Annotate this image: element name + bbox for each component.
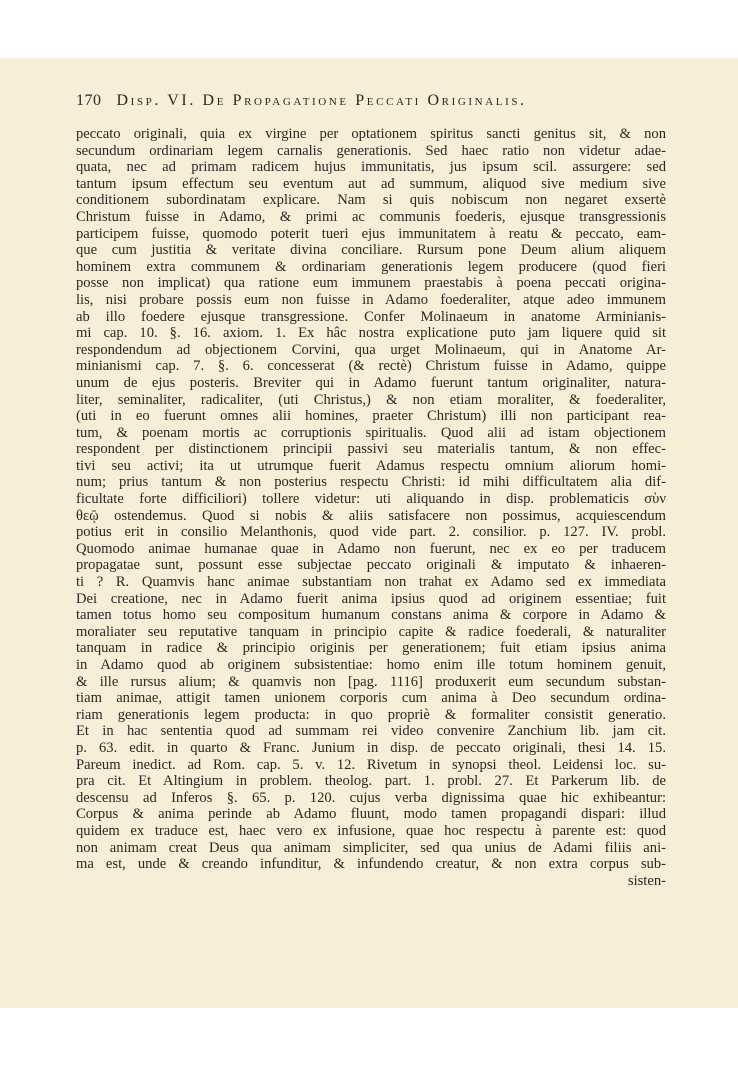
text-line: tivi seu activi; ita ut utrumque fuerit Adamus respectu omnium aliorum homi-: [76, 457, 666, 474]
text-line: pra cit. Et Altingium in problem. theolog. part. 1. probl. 27. Et Parkerum lib. de: [76, 773, 666, 790]
text-line: Corpus & anima perinde ab Adamo fluunt, modo tamen propagandi dispari: illud: [76, 806, 666, 823]
text-line: tanquam in radice & principio originis per generationem; fuit etiam ipsius anima: [76, 640, 666, 657]
text-line: non animam creat Deus qua animam simpliciter, sed qua unius de Adami filiis ani-: [76, 839, 666, 856]
text-line: ficultate forte difficiliori) tollere videtur: uti aliquando in disp. problematicis σὺν: [76, 491, 666, 508]
text-line: riam generationis legem producta: in quo propriè & formaliter consistit generatio.: [76, 706, 666, 723]
text-line: tum, & poenam mortis ac corruptionis spiritualis. Quod alii ad istam objectionem: [76, 424, 666, 441]
text-line: posse non implicat) qua ratione eum immunem praestabis à poena peccati origina-: [76, 275, 666, 292]
text-line: Dei creatione, nec in Adamo fuerit anima ipsius quod ad originem essentiae; fuit: [76, 590, 666, 607]
text-line: moraliater seu reputative tanquam in principio capite & radice foederali, & naturaliter: [76, 623, 666, 640]
text-line: liter, seminaliter, radicaliter, (uti Christus,) & non etiam moraliter, & foederaliter,: [76, 391, 666, 408]
text-line: (uti in eo fuerunt omnes alii homines, praeter Christum) illi non participant rea-: [76, 408, 666, 425]
text-line: Christum fuisse in Adamo, & primi ac communis foederis, ejusque transgressionis: [76, 208, 666, 225]
text-line: respondendum ad objectionem Corvini, qua urget Molinaeum, qui in Anatome Ar-: [76, 341, 666, 358]
text-line: in Adamo quod ab originem subsistentiae: homo enim ille totum hominem genuit,: [76, 657, 666, 673]
body-text: [76, 126, 666, 889]
running-header: [76, 92, 666, 112]
text-line: Quomodo animae humanae quae in Adamo non fuerunt, nec ex eo per traducem: [76, 540, 666, 557]
text-line: secundum ordinariam legem carnalis generationis. Sed haec ratio non videtur adae-: [76, 142, 666, 159]
running-title: Disp. VI. De Propagatione Peccati Originalis.: [116, 92, 527, 109]
text-line: minianismi cap. 7. §. 6. concesserat (& rectè) Christum fuisse in Adamo, quippe: [76, 358, 666, 375]
page-number: 170: [76, 92, 102, 109]
text-line: quata, nec ad primam radicem hujus immunitatis, jus ipsum scil. assurgere: sed: [76, 159, 666, 176]
text-line: θεῷ ostendemus. Quod si nobis & aliis satisfacere non possimus, acquiescendum: [76, 507, 666, 524]
text-line: p. 63. edit. in quarto & Franc. Junium in disp. de peccato originali, thesi 14. 15.: [76, 739, 666, 756]
text-line: ab illo foedere ejusque transgressione. Confer Molinaeum in anatome Arminianis-: [76, 308, 666, 325]
text-line: unum de ejus posteris. Breviter qui in Adamo fuerunt tantum originaliter, natura-: [76, 374, 666, 391]
text-line: Pareum inedict. ad Rom. cap. 5. v. 12. Rivetum in synopsi theol. Leidensi loc. su-: [76, 756, 666, 773]
text-line: respondent per distinctionem principii passivi seu materialis tantum, & non effec-: [76, 441, 666, 458]
text-line: descensu ad Inferos §. 65. p. 120. cujus verba dignissima quae hic exhibeantur:: [76, 789, 666, 806]
text-line: lis, nisi probare possis eum non fuisse in Adamo foederaliter, atque adeo immunem: [76, 291, 666, 308]
text-line: hominem extra communem & ordinariam generationis legem producere (quod fieri: [76, 258, 666, 275]
text-line: tiam animae, attigit tamen unionem corporis cum anima à Deo secundum ordina-: [76, 690, 666, 707]
text-line: Et in hac sententia quod ad summam rei video convenire Zanchium lib. jam cit.: [76, 723, 666, 740]
text-line: propagatae sunt, possunt esse subjectae peccato originali & imputato & inhaeren-: [76, 557, 666, 574]
text-line: & ille rursus alium; & quamvis non [pag. 1116] produxerit eum secundum substan-: [76, 673, 666, 690]
text-line: ma est, unde & creando infunditur, & infundendo creatur, & non extra corpus sub-: [76, 856, 666, 873]
text-line: num; prius tantum & non posterius respectu Christi: id mihi difficultatem alia dif-: [76, 474, 666, 491]
text-line: tantum ipsum effectum seu eventum aut ad summum, aliquod sive medium sive: [76, 175, 666, 192]
text-line: potius erit in consilio Melanthonis, quod vide part. 2. consilior. p. 127. IV. probl.: [76, 524, 666, 541]
text-line: conditionem subordinatam explicare. Nam si quis nobiscum non negaret exsertè: [76, 192, 666, 209]
text-line: peccato originali, quia ex virgine per optationem spiritus sancti genitus sit, & non: [76, 126, 666, 142]
text-line: que cum justitia & veritate divina conciliare. Rursum pone Deum alium aliquem: [76, 242, 666, 259]
text-line: tamen totus homo seu compositum humanum constans anima & corpore in Adamo &: [76, 607, 666, 624]
text-line: participem fuisse, quomodo poterit tueri ejus immunitatem à reatu & peccato, eam-: [76, 225, 666, 242]
text-line: ti ? R. Quamvis hanc animae substantiam non trahat ex Adamo sed ex immediata: [76, 574, 666, 591]
text-line: sisten-: [627, 872, 666, 889]
text-line: quidem ex traduce est, haec vero ex infusione, quae hoc respectu à parente est: quod: [76, 822, 666, 839]
text-line: mi cap. 10. §. 16. axiom. 1. Ex hâc nostra explicatione puto jam liquere quid sit: [76, 325, 666, 342]
